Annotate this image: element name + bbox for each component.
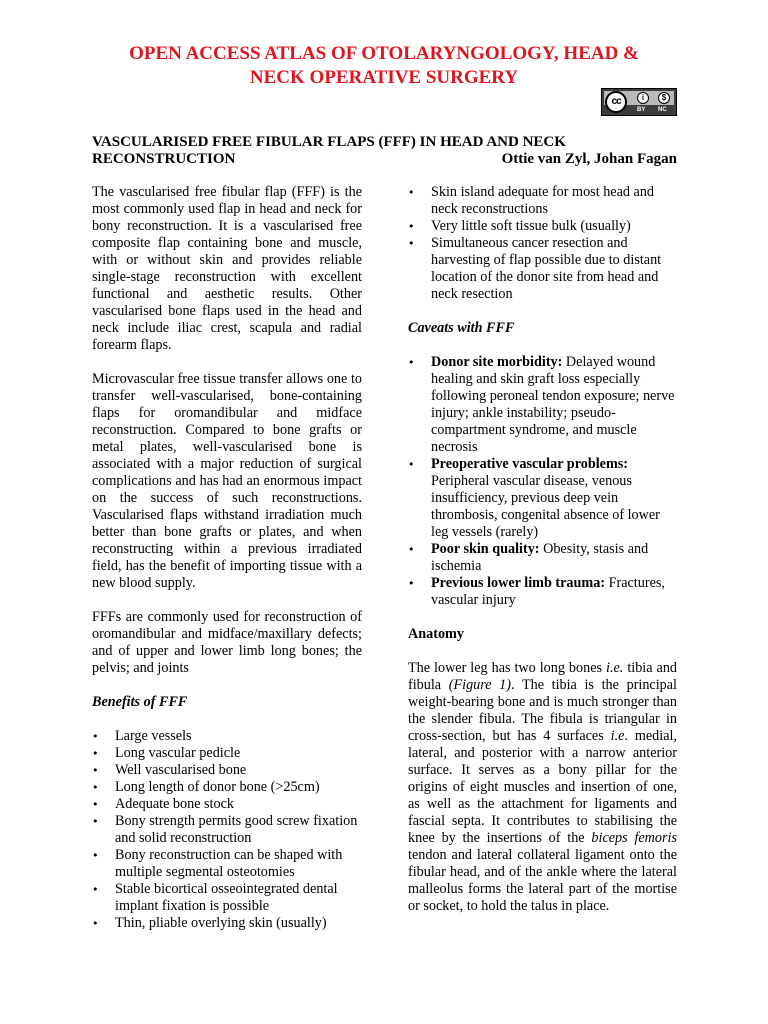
list-item bbox=[92, 779, 362, 796]
article-title-line-2: RECONSTRUCTION bbox=[92, 151, 236, 167]
list-item-text: Very little soft tissue bulk (usually) bbox=[431, 218, 631, 234]
caveats-list bbox=[408, 354, 677, 609]
list-item bbox=[408, 218, 677, 235]
caveat-text: Fractures, vascular injury bbox=[431, 575, 665, 608]
bullet-icon: • bbox=[92, 781, 99, 794]
anatomy-ie: i.e. bbox=[606, 660, 624, 676]
caveat-term: Preoperative vascular problems: bbox=[431, 456, 629, 472]
list-item bbox=[92, 762, 362, 779]
bullet-icon: • bbox=[408, 356, 415, 369]
caveats-heading: Caveats with FFF bbox=[408, 320, 515, 336]
list-item-text: Skin island adequate for most head and neck reconstructions bbox=[431, 184, 655, 217]
attribution-icon: i bbox=[637, 92, 649, 104]
benefits-heading: Benefits of FFF bbox=[92, 694, 188, 710]
caveat-text: Peripheral vascular disease, venous insufficiency, previous deep vein thrombosis, congenital absence of lower leg vessels (rarely) bbox=[431, 473, 660, 540]
list-item bbox=[408, 184, 677, 218]
by-label: BY bbox=[637, 107, 646, 113]
list-item-text: Bony reconstruction can be shaped with multiple segmental osteotomies bbox=[115, 847, 343, 880]
caveat-item bbox=[408, 456, 677, 541]
list-item bbox=[408, 235, 677, 303]
article-title-line-1: VASCULARISED FREE FIBULAR FLAPS (FFF) IN HEAD AND NECK bbox=[92, 134, 566, 150]
bullet-icon: • bbox=[92, 798, 99, 811]
bullet-icon: • bbox=[408, 186, 415, 199]
bullet-icon: • bbox=[408, 237, 415, 250]
bullet-icon: • bbox=[92, 747, 99, 760]
benefits-list bbox=[92, 728, 362, 932]
list-item-text: Adequate bone stock bbox=[115, 796, 234, 812]
bullet-icon: • bbox=[92, 764, 99, 777]
anatomy-text: tibia and fibula bbox=[408, 660, 678, 693]
anatomy-text: tendon and lateral collateral ligament onto the fibular head, and of the ankle where the lateral malleolus forms the lateral part of the mortise or socket, to hold the talus in place. bbox=[408, 847, 677, 914]
anatomy-text: The lower leg has two long bones bbox=[408, 660, 607, 676]
bullet-icon: • bbox=[408, 220, 415, 233]
list-item-text: Stable bicortical osseointegrated dental implant fixation is possible bbox=[115, 881, 338, 914]
caveat-term: Poor skin quality: bbox=[431, 541, 540, 557]
anatomy-ie: i.e bbox=[610, 728, 625, 744]
article-authors: Ottie van Zyl, Johan Fagan bbox=[501, 151, 677, 167]
list-item-text: Simultaneous cancer resection and harvesting of flap possible due to distant location of the donor site from head and neck resection bbox=[431, 235, 662, 302]
list-item bbox=[92, 796, 362, 813]
list-item bbox=[92, 881, 362, 915]
caveat-term: Previous lower limb trauma: bbox=[431, 575, 606, 591]
figure-reference: (Figure 1) bbox=[448, 677, 512, 693]
atlas-title-line-2: NECK OPERATIVE SURGERY bbox=[249, 67, 519, 88]
nc-label: NC bbox=[658, 107, 667, 113]
list-item-text: Large vessels bbox=[115, 728, 192, 744]
caveat-term: Donor site morbidity: bbox=[431, 354, 563, 370]
list-item-text: Long vascular pedicle bbox=[115, 745, 241, 761]
list-item bbox=[92, 745, 362, 762]
list-item-text: Bony strength permits good screw fixation and solid reconstruction bbox=[115, 813, 358, 846]
caveat-item bbox=[408, 541, 677, 575]
list-item bbox=[92, 847, 362, 881]
fff-uses-paragraph: FFFs are commonly used for reconstruction of oromandibular and midface/maxillary defects; and of upper and lower limb long bones; the pelvis; and joints bbox=[92, 609, 362, 676]
bullet-icon: • bbox=[408, 577, 415, 590]
anatomy-heading: Anatomy bbox=[408, 626, 464, 642]
list-item bbox=[92, 915, 362, 932]
creative-commons-license-badge[interactable] bbox=[601, 88, 677, 116]
anatomy-text: . medial, lateral, and posterior with a narrow anterior surface. It serves as a bony pillar for the origins of eight muscles and insertion of one, as well as the attachment for ligaments and fascial septa. It contributes to stabilising the knee by the insertions of the bbox=[408, 728, 678, 846]
bullet-icon: • bbox=[92, 815, 99, 828]
anatomy-paragraph bbox=[408, 660, 677, 915]
caveat-text: Obesity, stasis and ischemia bbox=[431, 541, 649, 574]
cc-icon: cc bbox=[605, 91, 627, 113]
benefits-list-continued bbox=[408, 184, 677, 303]
bullet-icon: • bbox=[408, 458, 415, 471]
bullet-icon: • bbox=[92, 917, 99, 930]
caveat-item bbox=[408, 354, 677, 456]
bullet-icon: • bbox=[92, 883, 99, 896]
microvascular-paragraph: Microvascular free tissue transfer allows one to transfer well-vascularised, bone-containing flaps for oromandibular and midface reconstruction. Compared to bone grafts or metal plates, well-vascularised bone is associated with a major reduction of surgical complications and has had an enormous impact on the success of such reconstructions. Vascularised flaps withstand irradiation much better than bone grafts or plates, and when reconstructing within a previous irradiated field, has the benefit of importing tissue with a new blood supply. bbox=[92, 371, 362, 591]
anatomy-term: biceps femoris bbox=[591, 830, 678, 846]
anatomy-text: . The tibia is the principal weight-bearing bone and is much stronger than the slender fibula. The fibula is triangular in cross-section, but has 4 surfaces bbox=[408, 677, 677, 744]
list-item-text: Long length of donor bone (>25cm) bbox=[115, 779, 320, 795]
list-item-text: Well vascularised bone bbox=[115, 762, 247, 778]
intro-paragraph: The vascularised free fibular flap (FFF) is the most commonly used flap in head and neck for bony reconstruction. It is a vascularised free composite flap containing bone and muscle, with or without skin and provides reliable single-stage reconstruction with excellent functional and aesthetic results. Other vascularised bone flaps used in the head and neck include iliac crest, scapula and radial forearm flaps. bbox=[92, 184, 362, 353]
left-column bbox=[92, 184, 362, 949]
bullet-icon: • bbox=[92, 849, 99, 862]
caveat-text: Delayed wound healing and skin graft loss especially following peroneal tendon exposure; nerve injury; ankle instability; pseudo-compartment syndrome, and muscle necrosis bbox=[431, 354, 675, 455]
right-column bbox=[408, 184, 677, 932]
list-item bbox=[92, 813, 362, 847]
list-item bbox=[92, 728, 362, 745]
article-title bbox=[92, 134, 677, 168]
atlas-title-line-1: OPEN ACCESS ATLAS OF OTOLARYNGOLOGY, HEAD & bbox=[129, 43, 639, 64]
noncommercial-icon: $ bbox=[658, 92, 670, 104]
atlas-title bbox=[60, 42, 708, 90]
caveat-item bbox=[408, 575, 677, 609]
bullet-icon: • bbox=[408, 543, 415, 556]
list-item-text: Thin, pliable overlying skin (usually) bbox=[115, 915, 327, 931]
bullet-icon: • bbox=[92, 730, 99, 743]
